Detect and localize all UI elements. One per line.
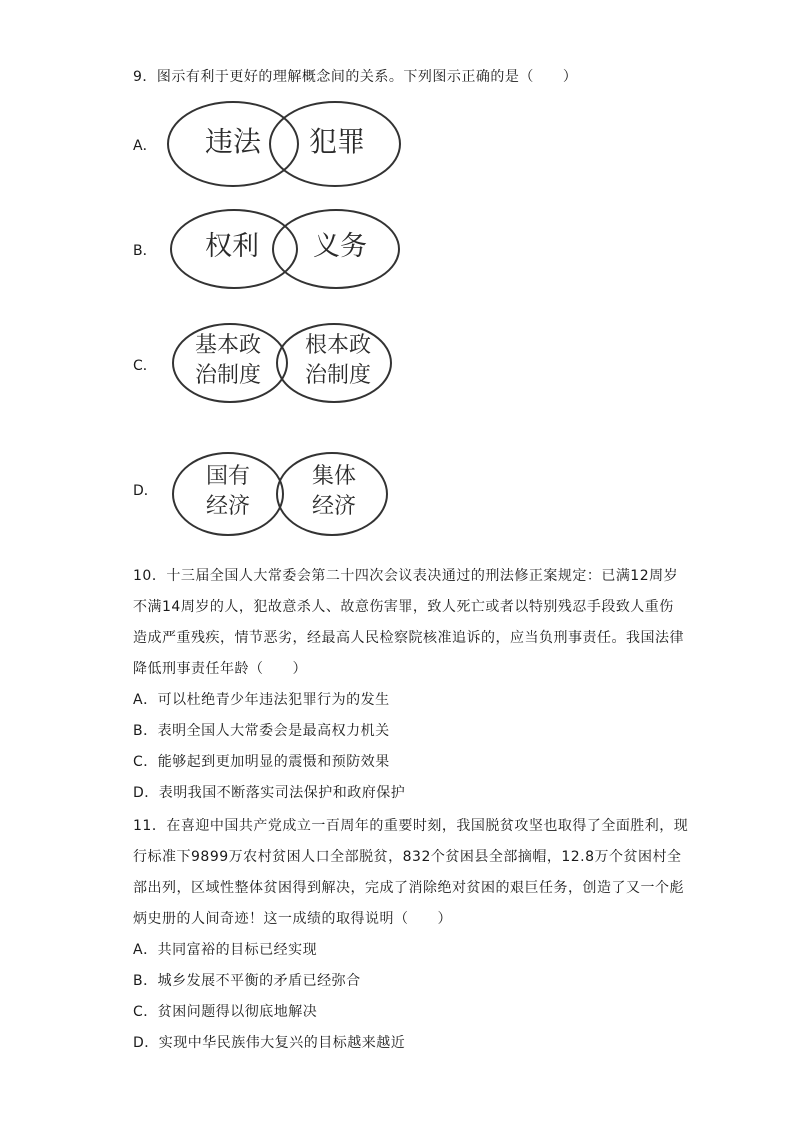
venn-left-label: 违法 [204, 125, 261, 158]
q10-stem-line: 造成严重残疾，情节恶劣，经最高人民检察院核准追诉的，应当负刑事责任。我国法律 [133, 630, 684, 646]
venn-left-label-line2: 治制度 [194, 363, 261, 388]
venn-left-label-line1: 基本政 [194, 333, 261, 358]
q9-option-d-diagram [170, 449, 392, 539]
q9-option-a-label: A． [133, 138, 157, 154]
q11-option-b: B．城乡发展不平衡的矛盾已经弥合 [133, 973, 361, 989]
venn-right-label: 犯罪 [308, 125, 365, 158]
q11-stem-line: 部出列，区域性整体贫困得到解决，完成了消除绝对贫困的艰巨任务，创造了又一个彪 [133, 880, 684, 896]
q9-option-b-diagram [168, 206, 406, 292]
q11-stem-line: 行标准下9899万农村贫困人口全部脱贫，832个贫困县全部摘帽，12.8万个贫困村全 [133, 849, 682, 865]
venn-right-label-line1: 集体 [311, 464, 356, 489]
q9-stem: 9．图示有利于更好的理解概念间的关系。下列图示正确的是（ ） [133, 69, 578, 85]
q10-stem-line: 降低刑事责任年龄（ ） [133, 661, 307, 677]
q11-stem-line: 炳史册的人间奇迹！这一成绩的取得说明（ ） [133, 911, 452, 927]
venn-right-label-line2: 治制度 [304, 363, 371, 388]
q10-stem-line: 不满14周岁的人，犯故意杀人、故意伤害罪，致人死亡或者以特别残忍手段致人重伤 [133, 599, 674, 615]
venn-right-label-line1: 根本政 [304, 333, 371, 358]
venn-left-label-line2: 经济 [205, 494, 250, 519]
venn-left-label: 权利 [205, 231, 259, 262]
q9-option-c-label: C． [133, 358, 157, 374]
venn-left-label-line1: 国有 [205, 464, 250, 489]
q11-option-a: A．共同富裕的目标已经实现 [133, 942, 318, 958]
q11-option-c: C．贫困问题得以彻底地解决 [133, 1004, 318, 1020]
q11-option-d: D．实现中华民族伟大复兴的目标越来越近 [133, 1035, 406, 1051]
q10-option-b: B．表明全国人大常委会是最高权力机关 [133, 723, 390, 739]
q10-option-d: D．表明我国不断落实司法保护和政府保护 [133, 785, 406, 801]
q10-option-a: A．可以杜绝青少年违法犯罪行为的发生 [133, 692, 390, 708]
q11-stem-line: 11．在喜迎中国共产党成立一百周年的重要时刻，我国脱贫攻坚也取得了全面胜利，现 [133, 818, 689, 834]
q9-option-c-diagram [170, 320, 396, 406]
venn-right-label-line2: 经济 [311, 494, 356, 519]
venn-right-label: 义务 [313, 231, 367, 262]
q10-option-c: C．能够起到更加明显的震慑和预防效果 [133, 754, 390, 770]
q10-stem-line: 10．十三届全国人大常委会第二十四次会议表决通过的刑法修正案规定：已满12周岁 [133, 568, 679, 584]
q9-option-b-label: B． [133, 243, 157, 259]
q9-option-a-diagram [165, 98, 405, 190]
q9-option-d-label: D． [133, 483, 158, 499]
